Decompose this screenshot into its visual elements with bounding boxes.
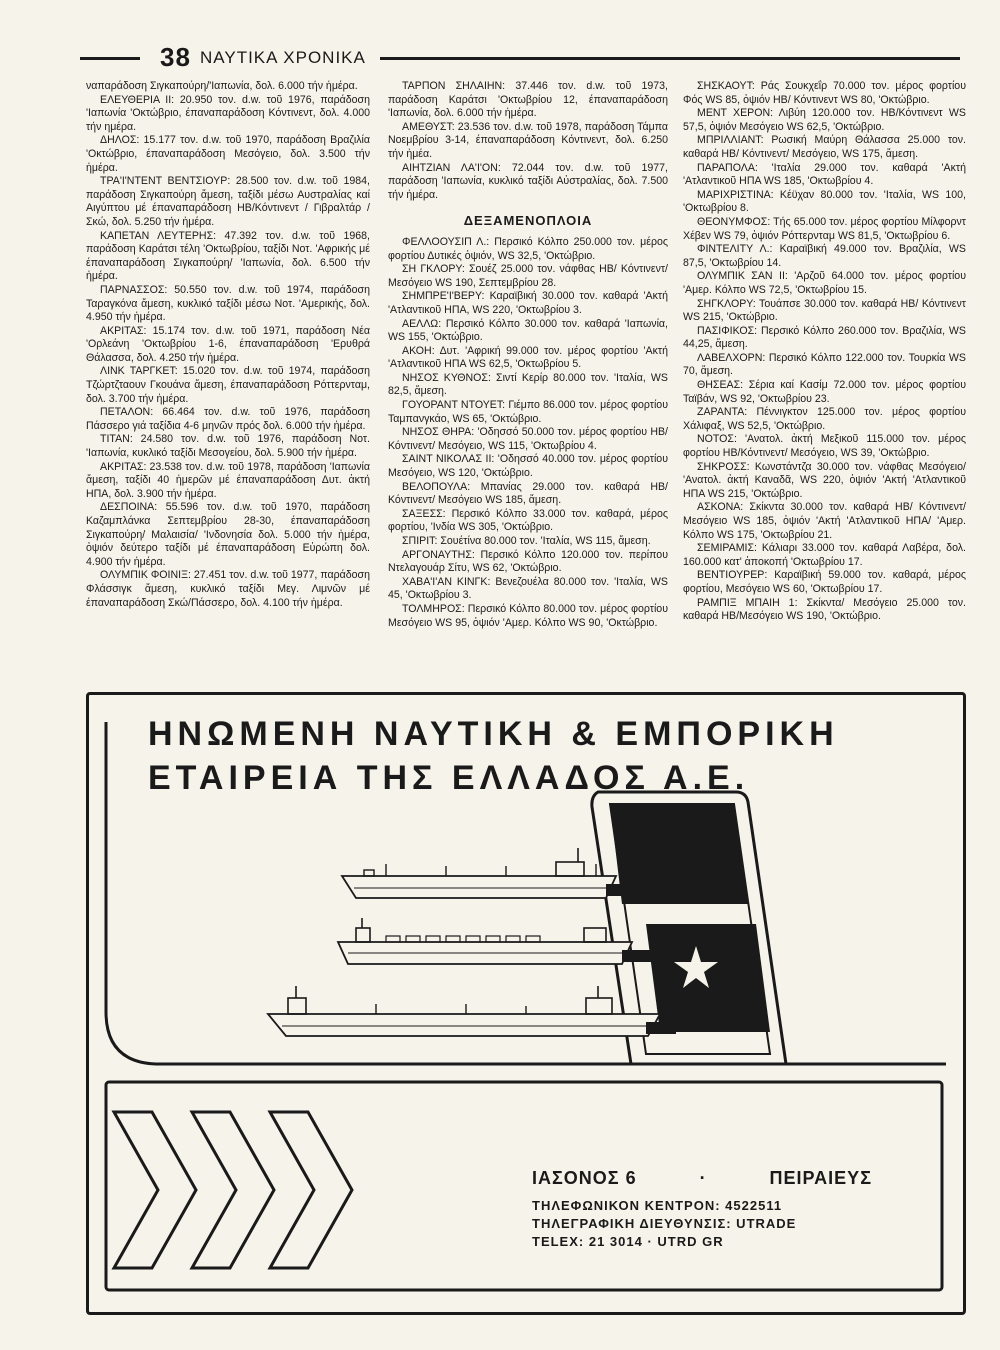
company-name-line-2: ΕΤΑΙΡΕΙΑ ΤΗΣ ΕΛΛΑΔΟΣ Α.Ε. — [148, 759, 750, 797]
tanker-entry: ΑΡΓΟΝΑΥΤΗΣ: Περσικό Κόλπο 120.000 τον. περίπου Ντελαγουάρ Σίτυ, WS 62, 'Οκτώβριο. — [388, 548, 668, 575]
tanker-entry: ΧΑΒΑ'Ι'ΑΝ ΚΙΝΓΚ: Βενεζουέλα 80.000 τον. 'Ιταλία, WS 45, 'Οκτωβρίου 3. — [388, 575, 668, 602]
header-rule-left — [80, 57, 140, 60]
tanker-entry: ΜΕΝΤ ΧΕΡΟΝ: Λιβύη 120.000 τον. ΗΒ/Κόντινεντ WS 57,5, ὀψιόν Μεσόγειο WS 62,5, 'Οκτώβριο. — [683, 107, 966, 133]
charter-entry: ναπαράδοση Σιγκαπούρη/'Ιαπωνία, δολ. 6.000 τήν ἡμέρα. — [86, 80, 358, 92]
company-advertisement — [86, 692, 966, 1312]
tanker-entry: ΝΗΣΟΣ ΘΗΡΑ: 'Οδησσό 50.000 τον. μέρος φορτίου ΗΒ/Κόντινεντ/ Μεσόγειο, WS 115, 'Οκτωβρίου 4. — [388, 426, 668, 452]
chevron-arrows-icon — [114, 1112, 352, 1268]
tanker-entry: ΖΑΡΑΝΤΑ: Πέννιγκτον 125.000 τον. μέρος φορτίου Χάλιφαξ, WS 52,5, 'Οκτώβριο. — [683, 406, 966, 432]
street-row — [532, 1168, 872, 1189]
charter-entry: ΑΜΕΘΥΣΤ: 23.536 τον. d.w. τοῦ 1978, παράδοση Τάμπα Νοεμβρίου 3-14, έπαναπαράδοση Κόντινεντ, δολ. 6.250 τήν ἡμέα. — [388, 120, 668, 160]
tanker-entry: ΤΟΛΜΗΡΟΣ: Περσικό Κόλπο 80.000 τον. μέρος φορτίου Μεσόγειο WS 95, ὀψιόν 'Αμερ. Κόλπο WS 90, 'Οκτώβριο. — [388, 602, 668, 629]
tanker-entry: ΠΑΡΑΠΟΛΑ: 'Ιταλία 29.000 τον. καθαρά 'Ακτή 'Ατλαντικοῦ ΗΠΑ WS 185, 'Οκτωβρίου 4. — [683, 161, 966, 188]
street: ΙΑΣΟΝΟΣ 6 — [532, 1168, 637, 1188]
tanker-entry: ΡΑΜΠΙΞ ΜΠΑΙΗ 1: Σκίκντα/ Μεσόγειο 25.000 τον. καθαρά ΗΒ/Μεσόγειο WS 190, 'Οκτώβριο. — [683, 596, 966, 623]
tanker-entry: ΠΑΣΙΦΙΚΟΣ: Περσικό Κόλπο 260.000 τον. Βραζιλία, WS 44,25, ἄμεση. — [683, 324, 966, 351]
company-address — [532, 1168, 932, 1251]
telegraph-line: ΤΗΛΕΓΡΑΦΙΚΗ ΔΙΕΥΘΥΝΣΙΣ: UTRADE — [532, 1216, 797, 1231]
tanker-entry: ΑΣΚΟΝΑ: Σκίκντα 30.000 τον. καθαρά ΗΒ/ Κόντινεντ/ Μεσόγειο WS 185, ὀψιόν 'Ακτή 'Ατλαντικοῦ ΗΠΑ/ 'Αμερ. Κόλπο WS 175, 'Οκτωβρίου 21. — [683, 501, 966, 541]
tanker-entry: ΜΠΡΙΛΛΙΑΝΤ: Ρωσική Μαύρη Θάλασσα 25.000 τον. καθαρά ΗΒ/ Κόντινεντ/ Μεσόγειο, WS 175, ἄμεση. — [683, 134, 966, 160]
tanker-entry: ΣΑΞΕΣΣ: Περσικό Κόλπο 33.000 τον. καθαρά, μέρος φορτίου, 'Ινδία WS 305, 'Οκτώβριο. — [388, 507, 668, 534]
tanker-entry: ΘΕΟΝΥΜΦΟΣ: Τής 65.000 τον. μέρος φορτίου Μίλφορντ Χέβεν WS 79, ὀψιόν Ρόττερνταμ WS 81,5, 'Οκτωβρίου 6. — [683, 215, 966, 242]
tanker-entry: ΣΠΙΡΙΤ: Σουέτίνα 80.000 τον. 'Ιταλία, WS 115, ἄμεση. — [402, 535, 651, 547]
tanker-entry: ΦΕΛΛΟΟΥΣΙΠ Λ.: Περσικό Κόλπο 250.000 τον. μέρος φορτίου Δυτικές ὀψιόν, WS 32,5, 'Οκτώβριο. — [388, 235, 668, 262]
tanker-entry: ΣΗΣΚΑΟΥΤ: Ράς Σουκχεΐρ 70.000 τον. μέρος φορτίου Φός WS 85, ὀψιόν ΗΒ/ Κόντινεντ WS 80, 'Οκτώβριο. — [683, 80, 966, 106]
tanker-entry: ΝΗΣΟΣ ΚΥΘΝΟΣ: Σιντί Κερίρ 80.000 τον. 'Ιταλία, WS 82,5, ἄμεση. — [388, 371, 668, 398]
funnel-band-star — [646, 924, 770, 1032]
charter-entry: ΤΑΡΠΟΝ ΣΗΛΑΙΗΝ: 37.446 τον. d.w. τοῦ 1973, παράδοση Καράτσι 'Οκτωβρίου 12, έπαναπαράδοση 'Ιαπωνία, δολ. 6.000 τήν ἡμέρα. — [388, 80, 668, 120]
separator-dot: · — [699, 1168, 707, 1188]
column-3 — [683, 80, 966, 624]
tanker-entry: ΛΑΒΕΛΧΟΡΝ: Περσικό Κόλπο 122.000 τον. Τουρκία WS 70, ἄμεση. — [683, 351, 966, 378]
phone-line: ΤΗΛΕΦΩΝΙΚΟΝ ΚΕΝΤΡΟΝ: 4522511 — [532, 1198, 783, 1213]
tanker-entry: ΓΟΥΟΡΑΝΤ ΝΤΟΥΕΤ: Γιέμπο 86.000 τον. μέρος φορτίου Ταμπανγκάο, WS 65, 'Οκτώβριο. — [388, 399, 668, 425]
tanker-entry: ΒΕΛΟΠΟΥΛΑ: Μπανίας 29.000 τον. καθαρά ΗΒ/ Κόντινεντ/ Μεσόγειο WS 185, ἄμεση. — [388, 480, 668, 507]
charter-entry: ΠΑΡΝΑΣΣΟΣ: 50.550 τον. d.w. τοῦ 1974, παράδοση Ταραγκόνα ἄμεση, κυκλικό ταξίδι μέσω Νοτ. 'Αμερικής, δολ. 4.950 τήν ἡμέρα. — [86, 283, 370, 324]
tanker-entry: ΑΚΟΗ: Δυτ. 'Αφρική 99.000 τον. μέρος φορτίου 'Ακτή 'Ατλαντικοῦ ΗΠΑ WS 62,5, 'Οκτωβρίου 5. — [388, 344, 668, 371]
city: ΠΕΙΡΑΙΕΥΣ — [769, 1168, 872, 1188]
tanker-entry: ΝΟΤΟΣ: 'Ανατολ. ἀκτή Μεξικοῦ 115.000 τον. μέρος φορτίου ΗΒ/Κόντινεντ/ Μεσόγειο, WS 39, 'Οκτώβριο. — [683, 433, 966, 460]
page-number: 38 — [160, 42, 191, 72]
section-heading-tankers: ΔΕΞΑΜΕΝΟΠΛΟΙΑ — [463, 213, 593, 229]
tanker-entry: ΣΗΜΠΡΕ'Ι'ΒΕΡΥ: Καραϊβική 30.000 τον. καθαρά 'Ακτή 'Ατλαντικοῦ ΗΠΑ, WS 220, 'Οκτωβρίου 3. — [388, 290, 668, 316]
charter-entry: ΑΚΡΙΤΑΣ: 15.174 τον. d.w. τοῦ 1971, παράδοση Νέα 'Ορλεάνη 'Οκτωβρίου 1-6, έπαναπαράδοση 'Ερυθρά Θάλασσα, δολ. 4.250 τήν ἡμέρα. — [86, 324, 370, 364]
tanker-entry: ΒΕΝΤΙΟΥΡΕΡ: Καραϊβική 59.000 τον. καθαρά, μέρος φορτίου, Μεσόγειο WS 60, 'Οκτωβρίου 17. — [683, 569, 966, 595]
magazine-title: ΝΑΥΤΙΚΑ ΧΡΟΝΙΚΑ — [200, 48, 366, 67]
tanker-entry: ΣΗΚΡΟΣΣ: Κωνστάντζα 30.000 τον. νάφθας Μεσόγειο/ 'Ανατολ. ἀκτή Καναδᾶ, WS 220, ὀψιόν 'Ακτή 'Ατλαντικοῦ ΗΠΑ WS 215, 'Οκτώβριο. — [683, 460, 966, 500]
tanker-entry: ΣΗ ΓΚΛΟΡΥ: Σουέζ 25.000 τον. νάφθας ΗΒ/ Κόντινεντ/ Μεσόγειο WS 190, Σεπτεμβρίου 28. — [388, 263, 668, 289]
charter-entry: ΔΕΣΠΟΙΝΑ: 55.596 τον. d.w. τοῦ 1970, παράδοση Καζαμπλάνκα Σεπτεμβρίου 28-30, έπαναπαράδοση Σιγκαπούρη/ Μαλαισία/ 'Ινδονησία δολ. 5.000 τήν ἡμέρα, ὀψιόν δεύτερο ταξίδι μέ έπαναπαράδοση Εὐρώπη δολ. 4.900 τήν ἡμέρα. — [86, 501, 370, 568]
tanker-entry: ΦΙΝΤΕΛΙΤΥ Λ.: Καραϊβική 49.000 τον. Βραζιλία, WS 87,5, 'Οκτωβρίου 14. — [683, 243, 966, 269]
company-name-line-1: ΗΝΩΜΕΝΗ ΝΑΥΤΙΚΗ & ΕΜΠΟΡΙΚΗ — [148, 715, 839, 753]
tanker-entry: ΜΑΡΙΧΡΙΣΤΙΝΑ: Κέϋχαν 80.000 τον. 'Ιταλία, WS 100, 'Οκτωβρίου 8. — [683, 188, 966, 215]
company-name — [148, 712, 839, 800]
tanker-entry: ΣΕΜΙΡΑΜΙΣ: Κάλιαρι 33.000 τον. καθαρά Λαβέρα, δολ. 160.000 κατ' ἀποκοπή 'Οκτωβρίου 17. — [683, 542, 966, 568]
tanker-entry: ΘΗΣΕΑΣ: Σέρια καί Κασίμ 72.000 τον. μέρος φορτίου Ταϊβάν, WS 92, 'Οκτωβρίου 23. — [683, 379, 966, 405]
charter-entry: ΤΙΤΑΝ: 24.580 τον. d.w. τοῦ 1976, παράδοση Νοτ. 'Ιαπωνία, κυκλικό ταξίδι Μεσογείου, δολ. 5.900 τήν ἡμέρα. — [86, 433, 370, 460]
tanker-entry: ΣΑΙΝΤ ΝΙΚΟΛΑΣ ΙΙ: 'Οδησσό 40.000 τον. μέρος φορτίου Μεσόγειο, WS 120, 'Οκτώβριο. — [388, 453, 668, 480]
charter-entry: ΛΙΝΚ ΤΑΡΓΚΕΤ: 15.020 τον. d.w. τοῦ 1974, παράδοση Τζώρτζταουν Γκουάνα ἄμεση, έπαναπαράδοση Ρόττερνταμ, δολ. 3.700 τήν ἡμέρα. — [86, 365, 370, 405]
charter-entry: ΤΡΑ'Ι'ΝΤΕΝΤ ΒΕΝΤΣΙΟΥΡ: 28.500 τον. d.w. τοῦ 1984, παράδοση Σιγκαπούρη ἄμεση, ταξίδι μέσω Αυστραλίας καί Αιγύπτου μέ έπαναπαράδοση ΗΒ/Κόντινεντ / Γιβραλτάρ / Σκώ, δολ. 5.250 τήν ἡμέρα. — [86, 175, 370, 228]
charter-entry: ΔΗΛΟΣ: 15.177 τον. d.w. τοῦ 1970, παράδοση Βραζιλία 'Οκτώβριο, έπαναπαράδοση Μεσόγειο, δολ. 3.500 τήν ἡμέρα. — [86, 134, 370, 174]
tanker-entry: ΟΛΥΜΠΙΚ ΣΑΝ ΙΙ: 'Αρζοῦ 64.000 τον. μέρος φορτίου 'Αμερ. Κόλπο WS 72,5, 'Οκτωβρίου 15. — [683, 270, 966, 296]
charter-entry: ΑΙΗΤΖΙΑΝ ΛΑ'Ι'ΟΝ: 72.044 τον. d.w. τοῦ 1977, παράδοση 'Ιαπωνία, κυκλικό ταξίδι Αὐστραλίας, δολ. 7.500 τήν ἡμέρα. — [388, 161, 668, 201]
charter-entry: ΚΑΠΕΤΑΝ ΛΕΥΤΕΡΗΣ: 47.392 τον. d.w. τοῦ 1968, παράδοση Καράτσι τέλη 'Οκτωβρίου, ταξίδι Νοτ. 'Αφρικής μέ έπαναπαράδοση Σιγκαπούρη/ 'Ιαπωνία, δολ. 6.500 τήν ἡμέρα. — [86, 229, 370, 283]
ship-silhouette-icon — [268, 986, 676, 1036]
charter-entry: ΠΕΤΑΛΟΝ: 66.464 τον. d.w. τοῦ 1976, παράδοση Πάσσερο γιά ταξίδια 4-6 μηνῶν πρός δολ. 6.000 τήν ἡμέρα. — [86, 406, 370, 432]
charter-entry: ΕΛΕΥΘΕΡΙΑ ΙΙ: 20.950 τον. d.w. τοῦ 1976, παράδοση 'Ιαπωνία 'Οκτώβριο, έπαναπαράδοση Κόντινεντ, δολ. 4.000 τήν ημέρα. — [86, 93, 370, 133]
page-header — [80, 42, 960, 72]
tanker-entry: ΑΕΛΛΩ: Περσικό Κόλπο 30.000 τον. καθαρά 'Ιαπωνία, WS 155, 'Οκτώβριο. — [388, 317, 668, 344]
tanker-entry: ΣΗΓΚΛΟΡΥ: Τουάπσε 30.000 τον. καθαρά ΗΒ/ Κόντινεντ WS 215, 'Οκτώβριο. — [683, 297, 966, 324]
column-1 — [86, 80, 370, 610]
charter-entry: ΟΛΥΜΠΙΚ ΦΟΙΝΙΞ: 27.451 τον. d.w. τοῦ 1977, παράδοση Φλάσσιγκ ἄμεση, κυκλικό ταξίδι Μεγ. Λιμνῶν μέ έπαναπαράδοση Σκώ/Πάσσερο, δολ. 4.100 τήν ἡμέρα. — [86, 569, 370, 609]
column-2 — [388, 80, 668, 630]
charter-entry: ΑΚΡΙΤΑΣ: 23.538 τον. d.w. τοῦ 1978, παράδοση 'Ιαπωνία ἄμεση, ταξίδι 40 ἡμερῶν μέ έπαναπαράδοση Δυτ. ἀκτή ΗΠΑ, δολ. 3.900 τήν ἡμέρα. — [86, 460, 370, 500]
header-rule-right — [380, 57, 960, 60]
telex-line: TELEX: 21 3014 · UTRD GR — [532, 1234, 724, 1249]
